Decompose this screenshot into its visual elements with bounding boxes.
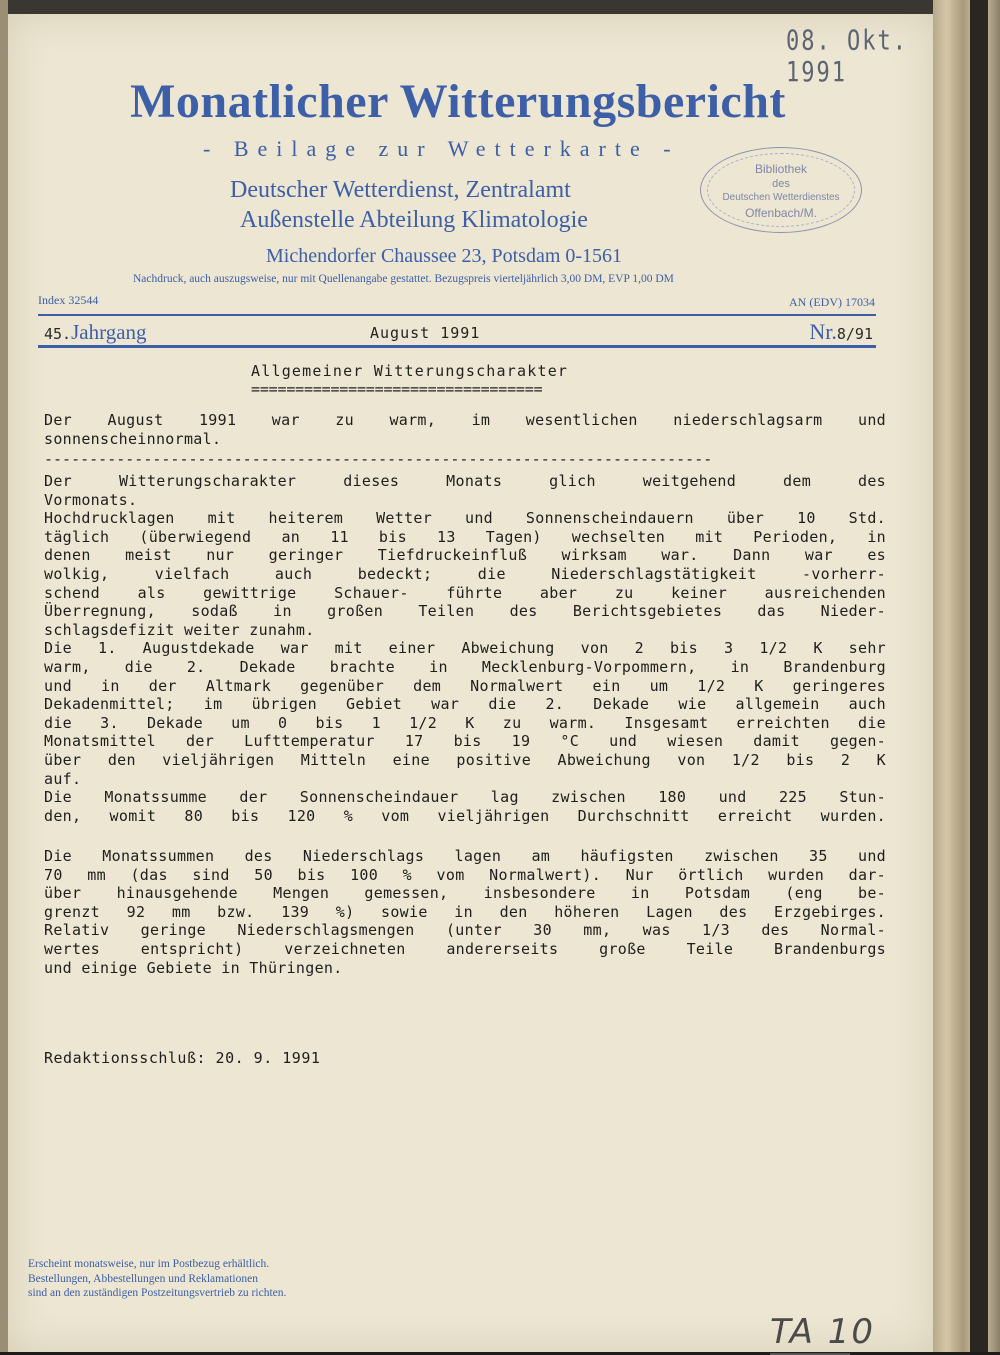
text-line: denen meist nur geringer Tiefdruckeinfluß wirksam war. Dann war es [44, 546, 886, 565]
organization-address: Michendorfer Chaussee 23, Potsdam 0-1561 [266, 245, 623, 267]
library-stamp-line: Deutschen Wetterdienstes [722, 192, 840, 203]
binding-spine [970, 0, 988, 1352]
text-line: täglich (überwiegend an 11 bis 13 Tagen) wechselten mit Perioden, in [44, 527, 886, 546]
reprint-notice: Nachdruck, auch auszugsweise, nur mit Quellenangabe gestattet. Bezugspreis vierteljährlich 3,00 DM, EVP 1,00 DM [133, 273, 674, 285]
text-line: wertes entspricht) verzeichneten andererseits große Teile Brandenburgs [44, 939, 886, 958]
issue-number-value: 8/91 [836, 325, 873, 343]
paragraph-1 [44, 472, 886, 825]
text-line: Hochdrucklagen mit heiterem Wetter und Sonnenscheindauern über 10 Std. [44, 509, 886, 528]
text-line: und in der Altmark gegenüber dem Normalwert ein um 1/2 K geringeres [44, 676, 886, 695]
text-line: schend als gewittrige Schauer- führte aber zu keiner ausreichenden [44, 583, 886, 602]
text-line: Relativ geringe Niederschlagsmengen (unter 30 mm, was 1/3 des Normal- [44, 921, 886, 940]
issue-number [809, 319, 873, 345]
an-edv-number: AN (EDV) 17034 [789, 295, 875, 309]
text-line: Monatsmittel der Lufttemperatur 17 bis 19 °C und wiesen damit gegen- [44, 732, 886, 751]
volume-label [44, 320, 147, 345]
organization-line-1: Deutscher Wetterdienst, Zentralamt [230, 177, 571, 203]
text-line: Die Monatssumme der Sonnenscheindauer lag zwischen 180 und 225 Stun- [44, 788, 886, 807]
volume-word: Jahrgang [71, 320, 147, 344]
scan-top-edge [0, 0, 1000, 14]
received-date-stamp: 08. Okt. 1991 [786, 25, 908, 89]
editorial-deadline: Redaktionsschluß: 20. 9. 1991 [44, 1049, 321, 1067]
library-stamp-line: des [772, 178, 790, 190]
text-line: grenzt 92 mm bzw. 139 %) sowie in den höheren Lagen des Erzgebirges. [44, 902, 886, 921]
issue-month: August 1991 [370, 324, 481, 342]
text-line: sonnenscheinnormal. [44, 429, 222, 448]
issue-rule [38, 345, 876, 348]
summary-text [44, 411, 886, 448]
text-line: Die 1. Augustdekade war mit einer Abweichung von 2 bis 3 1/2 K sehr [44, 639, 886, 658]
paragraph-2 [44, 847, 886, 977]
text-line: Vormonats. [44, 490, 138, 509]
text-line: und einige Gebiete in Thüringen. [44, 958, 343, 977]
document-page [8, 14, 933, 1352]
text-line: warm, die 2. Dekade brachte in Mecklenburg-Vorpommern, in Brandenburg [44, 657, 886, 676]
footer-line: Erscheint monatsweise, nur im Postbezug erhältlich. [28, 1258, 270, 1270]
header-rule [38, 314, 876, 316]
library-stamp [700, 147, 862, 233]
text-line: 70 mm (das sind 50 bis 100 % vom Normalwert). Nur örtlich wurden dar- [44, 865, 886, 884]
text-line: schlagsdefizit weiter zunahm. [44, 620, 315, 639]
library-stamp-line: Bibliothek [754, 162, 808, 176]
text-line: den, womit 80 bis 120 % vom vieljährigen Durchschnitt erreicht wurden. [44, 806, 886, 825]
section-heading-underline: ================================= [251, 380, 543, 398]
publication-title: Monatlicher Witterungsbericht [130, 75, 786, 128]
footer-line: Bestellungen, Abbestellungen und Reklamationen [28, 1272, 258, 1285]
index-number: Index 32544 [38, 293, 99, 307]
text-line: Dekadenmittel; im übrigen Gebiet war die 2. Dekade wie allgemein auch [44, 695, 886, 714]
dashed-separator: -------------------------------------------------------------------------- [44, 450, 713, 468]
book-binding [933, 0, 1000, 1352]
text-line: die 3. Dekade um 0 bis 1 1/2 K zu warm. Insgesamt erreichten die [44, 713, 886, 732]
distribution-notice [28, 1257, 286, 1301]
text-line: wolkig, vielfach auch bedeckt; die Niederschlagstätigkeit -vorherr- [44, 564, 886, 583]
volume-number: 45. [44, 325, 72, 343]
text-line: Überregnung, sodaß in großen Teilen des Berichtsgebietes das Nieder- [44, 602, 886, 621]
text-line: Der August 1991 war zu warm, im wesentlichen niederschlagsarm und [44, 411, 886, 429]
text-line: Der Witterungscharakter dieses Monats glich weitgehend dem des [44, 472, 886, 490]
organization-line-2: Außenstelle Abteilung Klimatologie [240, 207, 588, 233]
handwritten-mark: TA 10 [770, 1312, 875, 1352]
publication-subtitle: - Beilage zur Wetterkarte - [203, 136, 680, 161]
text-line: über den vieljährigen Mitteln eine positive Abweichung von 1/2 bis 2 K [44, 750, 886, 769]
text-line: Die Monatssummen des Niederschlags lagen am häufigsten zwischen 35 und [44, 847, 886, 865]
footer-line: sind an den zuständigen Postzeitungsvertrieb zu richten. [28, 1287, 287, 1299]
issue-number-label: Nr. [809, 319, 837, 344]
library-stamp-line: Offenbach/M. [745, 206, 817, 220]
section-heading: Allgemeiner Witterungscharakter [251, 362, 569, 380]
text-line: auf. [44, 769, 82, 788]
scan-left-edge [0, 0, 8, 1352]
text-line: über hinausgehende Mengen gemessen, insbesondere in Potsdam (eng be- [44, 884, 886, 903]
